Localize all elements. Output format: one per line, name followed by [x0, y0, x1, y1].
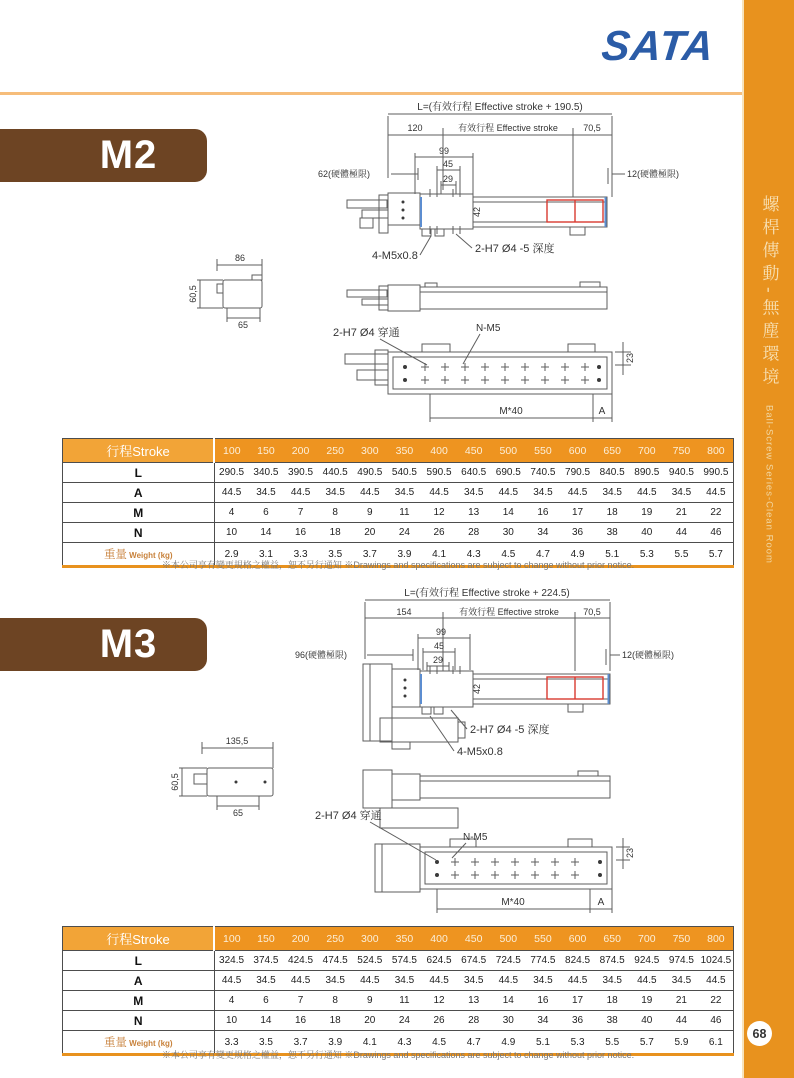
- spec-value: 840.5: [595, 463, 630, 483]
- spec-value: 4: [214, 503, 249, 523]
- dim-99-label: 99: [438, 146, 450, 156]
- spec-value: 13: [456, 991, 491, 1011]
- spec-value: 46: [699, 1011, 734, 1031]
- page-number-badge: 68: [747, 1021, 772, 1046]
- stroke-header-value: 750: [664, 927, 699, 951]
- side-height-label: 60,5: [188, 285, 198, 303]
- weight-sublabel: Weight (kg): [126, 551, 173, 560]
- spec-value: 3.5: [249, 1031, 284, 1055]
- limit-right-label: 12(硬體極限): [627, 169, 680, 179]
- spec-value: 44.5: [422, 483, 457, 503]
- spec-value: 34: [526, 523, 561, 543]
- series-sidebar: [742, 0, 794, 1078]
- spec-value: 590.5: [422, 463, 457, 483]
- dim-45-label: 45: [442, 159, 454, 169]
- spec-value: 34: [526, 1011, 561, 1031]
- stroke-header-value: 700: [630, 439, 665, 463]
- dim-29-label: 29: [442, 174, 454, 184]
- header-divider-rule: [0, 92, 742, 95]
- dim-stroke-label: 有效行程 Effective stroke: [459, 607, 559, 617]
- spec-value: 9: [353, 991, 388, 1011]
- dim-42-label: 42: [472, 206, 482, 218]
- stroke-header-row: [63, 927, 734, 951]
- spec-value: 26: [422, 523, 457, 543]
- spec-value: 390.5: [283, 463, 318, 483]
- spec-value: 7: [283, 503, 318, 523]
- spec-value: 5.3: [630, 543, 665, 567]
- row-label: M: [63, 991, 215, 1011]
- spec-value: 12: [422, 991, 457, 1011]
- side-width-label: 65: [237, 320, 249, 330]
- nm-callout: N-M5: [463, 832, 488, 843]
- dim-42-label: 42: [472, 683, 482, 695]
- spec-value: 4.9: [491, 1031, 526, 1055]
- spec-value: 12: [422, 503, 457, 523]
- spec-value: 16: [283, 523, 318, 543]
- stroke-header-value: 500: [491, 439, 526, 463]
- spec-value: 34.5: [318, 971, 353, 991]
- spec-value: 10: [214, 523, 249, 543]
- spec-value: 38: [595, 1011, 630, 1031]
- spec-value: 44.5: [422, 971, 457, 991]
- spec-value: 4.3: [456, 543, 491, 567]
- screws-callout: 4-M5x0.8: [372, 250, 418, 262]
- dim-total-label: L=(有效行程 Effective stroke + 190.5): [417, 102, 583, 113]
- spec-value: 474.5: [318, 951, 353, 971]
- spec-value: 424.5: [283, 951, 318, 971]
- holes-depth-callout: 2-H7 Ø4 -5 深度: [475, 243, 555, 255]
- spec-value: 40: [630, 1011, 665, 1031]
- spec-value: 774.5: [526, 951, 561, 971]
- stroke-header-value: 700: [630, 927, 665, 951]
- spec-value: 19: [630, 991, 665, 1011]
- spec-value: 16: [526, 991, 561, 1011]
- spec-value: 34.5: [387, 483, 422, 503]
- spec-value: 890.5: [630, 463, 665, 483]
- dim-stroke-label: 有效行程 Effective stroke: [458, 123, 558, 133]
- spec-value: 17: [560, 991, 595, 1011]
- spec-value: 44: [664, 1011, 699, 1031]
- spec-value: 3.9: [387, 543, 422, 567]
- spec-value: 8: [318, 503, 353, 523]
- spec-value: 34.5: [664, 971, 699, 991]
- spec-value: 724.5: [491, 951, 526, 971]
- spec-value: 4.1: [422, 543, 457, 567]
- spec-value: 34.5: [387, 971, 422, 991]
- stroke-header-value: 450: [456, 927, 491, 951]
- stroke-header-value: 400: [422, 439, 457, 463]
- row-label: A: [63, 483, 215, 503]
- spec-value: 3.3: [283, 543, 318, 567]
- limit-left-label: 96(硬體極限): [295, 650, 348, 660]
- spec-value: 9: [353, 503, 388, 523]
- series-title-en: Ball-Screw Series-Clean Room: [763, 404, 775, 564]
- spec-value: 4: [214, 991, 249, 1011]
- spec-row: [63, 971, 734, 991]
- spec-value: 34.5: [526, 971, 561, 991]
- side-length-label: 86: [234, 253, 246, 263]
- stroke-header-value: 350: [387, 927, 422, 951]
- spec-value: 4.1: [353, 1031, 388, 1055]
- limit-left-label: 62(硬體極限): [318, 169, 371, 179]
- spec-value: 974.5: [664, 951, 699, 971]
- spec-value: 20: [353, 1011, 388, 1031]
- stroke-header-value: 600: [560, 439, 595, 463]
- spec-value: 924.5: [630, 951, 665, 971]
- stroke-header-value: 300: [353, 439, 388, 463]
- stroke-header-value: 150: [249, 927, 284, 951]
- stroke-header-value: 550: [526, 439, 561, 463]
- spec-value: 18: [318, 523, 353, 543]
- spec-value: 674.5: [456, 951, 491, 971]
- stroke-header-value: 100: [214, 927, 249, 951]
- stroke-header-value: 600: [560, 927, 595, 951]
- spec-row: [63, 503, 734, 523]
- spec-value: 26: [422, 1011, 457, 1031]
- limit-right-label: 12(硬體極限): [622, 650, 675, 660]
- spec-value: 19: [630, 503, 665, 523]
- model-banner-m3: M3: [0, 618, 207, 671]
- spec-value: 13: [456, 503, 491, 523]
- stroke-header-value: 500: [491, 927, 526, 951]
- spec-value: 44.5: [560, 483, 595, 503]
- spec-value: 34.5: [249, 483, 284, 503]
- model-banner-m2: M2: [0, 129, 207, 182]
- spec-value: 34.5: [456, 971, 491, 991]
- dim-end-label: 70,5: [583, 123, 601, 133]
- spec-value: 18: [595, 503, 630, 523]
- spec-value: 11: [387, 991, 422, 1011]
- spec-value: 44.5: [630, 483, 665, 503]
- spec-value: 3.7: [283, 1031, 318, 1055]
- side-width-label: 65: [232, 808, 244, 818]
- dim-a-label: A: [597, 897, 605, 908]
- spec-value: 5.5: [595, 1031, 630, 1055]
- stroke-header-value: 300: [353, 927, 388, 951]
- spec-value: 44.5: [283, 971, 318, 991]
- spec-value: 4.3: [387, 1031, 422, 1055]
- spec-value: 36: [560, 1011, 595, 1031]
- spec-value: 40: [630, 523, 665, 543]
- nm-callout: N-M5: [476, 323, 501, 334]
- spec-row: [63, 951, 734, 971]
- spec-value: 540.5: [387, 463, 422, 483]
- spec-value: 34.5: [526, 483, 561, 503]
- spec-value: 8: [318, 991, 353, 1011]
- spec-value: 790.5: [560, 463, 595, 483]
- spec-value: 5.5: [664, 543, 699, 567]
- spec-value: 14: [249, 523, 284, 543]
- disclaimer: ※本公司享有變更規格之權益，恕不另行通知 ※Drawings and specifications are subject to change without prior notice.: [161, 1050, 635, 1060]
- side-height-label: 60,5: [170, 773, 180, 791]
- spec-value: 28: [456, 1011, 491, 1031]
- sata-logo: SATA: [599, 22, 717, 69]
- side-length-label: 135,5: [225, 736, 249, 746]
- spec-value: 5.7: [630, 1031, 665, 1055]
- spec-value: 30: [491, 1011, 526, 1031]
- stroke-header-label: 行程Stroke: [63, 927, 215, 951]
- spec-value: 10: [214, 1011, 249, 1031]
- spec-value: 374.5: [249, 951, 284, 971]
- spec-value: 38: [595, 523, 630, 543]
- stroke-header-value: 450: [456, 439, 491, 463]
- spec-value: 7: [283, 991, 318, 1011]
- spec-value: 44.5: [353, 483, 388, 503]
- spec-value: 1024.5: [699, 951, 734, 971]
- stroke-header-value: 250: [318, 927, 353, 951]
- spec-value: 4.5: [422, 1031, 457, 1055]
- spec-value: 3.5: [318, 543, 353, 567]
- spec-value: 34.5: [664, 483, 699, 503]
- weight-sublabel: Weight (kg): [126, 1039, 173, 1048]
- spec-value: 11: [387, 503, 422, 523]
- holes-depth-callout: 2-H7 Ø4 -5 深度: [470, 724, 550, 736]
- spec-value: 4.7: [456, 1031, 491, 1055]
- spec-value: 46: [699, 523, 734, 543]
- spec-value: 44.5: [630, 971, 665, 991]
- spec-value: 18: [595, 991, 630, 1011]
- spec-row: [63, 991, 734, 1011]
- spec-value: 34.5: [456, 483, 491, 503]
- spec-value: 44.5: [353, 971, 388, 991]
- m3-spec-table: [62, 926, 734, 1056]
- stroke-header-value: 350: [387, 439, 422, 463]
- spec-value: 36: [560, 523, 595, 543]
- spec-value: 3.7: [353, 543, 388, 567]
- spec-value: 5.3: [560, 1031, 595, 1055]
- dim-99-label: 99: [435, 627, 447, 637]
- spec-row: [63, 463, 734, 483]
- spec-value: 990.5: [699, 463, 734, 483]
- dim-pitch-label: M*40: [501, 897, 525, 908]
- spec-value: 14: [249, 1011, 284, 1031]
- spec-value: 24: [387, 1011, 422, 1031]
- spec-value: 34.5: [249, 971, 284, 991]
- spec-value: 6.1: [699, 1031, 734, 1055]
- stroke-header-value: 550: [526, 927, 561, 951]
- stroke-header-value: 400: [422, 927, 457, 951]
- spec-value: 22: [699, 991, 734, 1011]
- stroke-header-value: 250: [318, 439, 353, 463]
- stroke-header-value: 200: [283, 439, 318, 463]
- weight-label: 重量: [103, 1037, 127, 1049]
- dim-45-label: 45: [433, 641, 445, 651]
- spec-value: 44.5: [491, 971, 526, 991]
- spec-value: 340.5: [249, 463, 284, 483]
- spec-value: 4.5: [491, 543, 526, 567]
- spec-value: 21: [664, 991, 699, 1011]
- spec-value: 440.5: [318, 463, 353, 483]
- disclaimer: ※本公司享有變更規格之權益，恕不另行通知 ※Drawings and specifications are subject to change without prior notice.: [161, 560, 635, 570]
- spec-value: 290.5: [214, 463, 249, 483]
- spec-value: 34.5: [595, 483, 630, 503]
- stroke-header-value: 800: [699, 439, 734, 463]
- holes-through-callout: 2-H7 Ø4 穿通: [333, 327, 400, 339]
- spec-value: 940.5: [664, 463, 699, 483]
- spec-value: 17: [560, 503, 595, 523]
- spec-value: 16: [526, 503, 561, 523]
- spec-row: [63, 523, 734, 543]
- row-label: L: [63, 951, 215, 971]
- spec-value: 44.5: [699, 483, 734, 503]
- stroke-header-row: [63, 439, 734, 463]
- spec-value: 490.5: [353, 463, 388, 483]
- stroke-header-value: 650: [595, 927, 630, 951]
- spec-value: 34.5: [318, 483, 353, 503]
- spec-value: 5.7: [699, 543, 734, 567]
- weight-label: 重量: [103, 549, 127, 561]
- spec-value: 640.5: [456, 463, 491, 483]
- m2-spec-table: [62, 438, 734, 568]
- row-label: N: [63, 523, 215, 543]
- spec-value: 44.5: [560, 971, 595, 991]
- spec-value: 624.5: [422, 951, 457, 971]
- spec-value: 44: [664, 523, 699, 543]
- spec-value: 3.1: [249, 543, 284, 567]
- dim-23-label: 23: [625, 847, 635, 859]
- spec-value: 18: [318, 1011, 353, 1031]
- spec-value: 5.1: [595, 543, 630, 567]
- row-label: A: [63, 971, 215, 991]
- dim-pitch-label: M*40: [499, 406, 523, 417]
- spec-row: [63, 483, 734, 503]
- spec-value: 28: [456, 523, 491, 543]
- spec-value: 44.5: [699, 971, 734, 991]
- spec-value: 34.5: [595, 971, 630, 991]
- spec-value: 3.9: [318, 1031, 353, 1055]
- dim-23-label: 23: [625, 352, 635, 364]
- dim-total-label: L=(有效行程 Effective stroke + 224.5): [404, 588, 570, 599]
- stroke-header-value: 650: [595, 439, 630, 463]
- spec-value: 4.9: [560, 543, 595, 567]
- spec-value: 30: [491, 523, 526, 543]
- spec-value: 690.5: [491, 463, 526, 483]
- spec-value: 874.5: [595, 951, 630, 971]
- dim-end-label: 70,5: [583, 607, 601, 617]
- spec-value: 21: [664, 503, 699, 523]
- stroke-header-label: 行程Stroke: [63, 439, 215, 463]
- spec-value: 6: [249, 991, 284, 1011]
- spec-row: [63, 1011, 734, 1031]
- m2-technical-drawing: [175, 98, 745, 436]
- series-title-zh: 螺桿傳動-無塵環境: [759, 195, 779, 391]
- row-label: N: [63, 1011, 215, 1031]
- spec-value: 6: [249, 503, 284, 523]
- dim-front-label: 120: [407, 123, 423, 133]
- row-label: M: [63, 503, 215, 523]
- dim-front-label: 154: [396, 607, 412, 617]
- spec-value: 574.5: [387, 951, 422, 971]
- stroke-header-value: 150: [249, 439, 284, 463]
- screws-callout: 4-M5x0.8: [457, 746, 503, 758]
- row-label: L: [63, 463, 215, 483]
- stroke-header-value: 200: [283, 927, 318, 951]
- spec-value: 14: [491, 991, 526, 1011]
- spec-value: 22: [699, 503, 734, 523]
- spec-value: 16: [283, 1011, 318, 1031]
- spec-value: 20: [353, 523, 388, 543]
- stroke-header-value: 100: [214, 439, 249, 463]
- spec-value: 3.3: [214, 1031, 249, 1055]
- stroke-header-value: 800: [699, 927, 734, 951]
- spec-value: 44.5: [283, 483, 318, 503]
- spec-value: 324.5: [214, 951, 249, 971]
- spec-value: 44.5: [214, 483, 249, 503]
- stroke-header-value: 750: [664, 439, 699, 463]
- spec-value: 824.5: [560, 951, 595, 971]
- dim-a-label: A: [598, 406, 606, 417]
- spec-value: 14: [491, 503, 526, 523]
- m3-technical-drawing: [170, 586, 745, 924]
- holes-through-callout: 2-H7 Ø4 穿通: [315, 810, 382, 822]
- spec-value: 740.5: [526, 463, 561, 483]
- spec-value: 524.5: [353, 951, 388, 971]
- dim-29-label: 29: [432, 655, 444, 665]
- spec-value: 5.9: [664, 1031, 699, 1055]
- spec-value: 24: [387, 523, 422, 543]
- spec-value: 44.5: [491, 483, 526, 503]
- spec-value: 5.1: [526, 1031, 561, 1055]
- spec-value: 2.9: [214, 543, 249, 567]
- series-sidebar-text: [744, 195, 794, 564]
- spec-value: 44.5: [214, 971, 249, 991]
- spec-value: 4.7: [526, 543, 561, 567]
